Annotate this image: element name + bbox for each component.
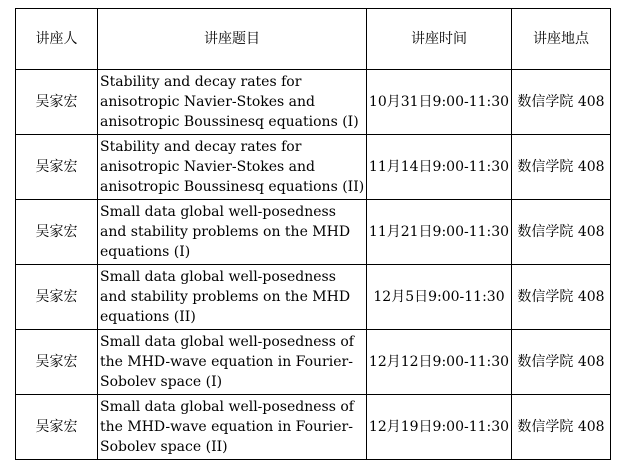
table-row [16, 135, 611, 200]
title-text: Small data global well-posedness and stability problems on the MHD equations (I) [100, 204, 351, 260]
title-text: Small data global well-posedness and stability problems on the MHD equations (II) [100, 269, 351, 325]
time-cell: 11月14日9:00-11:30 [367, 135, 512, 200]
table-row [16, 395, 611, 460]
title-text: Small data global well-posedness of the MHD-wave equation in Fourier-Sobolev space (I) [100, 334, 354, 390]
header-place: 讲座地点 [512, 9, 611, 70]
table-row [16, 265, 611, 330]
title-text: Small data global well-posedness of the MHD-wave equation in Fourier-Sobolev space (II) [100, 399, 354, 455]
time-cell: 10月31日9:00-11:30 [367, 70, 512, 135]
time-cell: 12月5日9:00-11:30 [367, 265, 512, 330]
speaker-cell: 吴家宏 [16, 200, 98, 265]
title-text: Stability and decay rates for anisotropic Navier-Stokes and anisotropic Boussinesq equations (II) [100, 139, 365, 195]
title-cell [98, 70, 367, 135]
speaker-cell: 吴家宏 [16, 70, 98, 135]
speaker-cell: 吴家宏 [16, 265, 98, 330]
header-time: 讲座时间 [367, 9, 512, 70]
title-cell [98, 330, 367, 395]
speaker-cell: 吴家宏 [16, 330, 98, 395]
title-cell [98, 135, 367, 200]
title-cell [98, 200, 367, 265]
table-row [16, 200, 611, 265]
speaker-cell: 吴家宏 [16, 395, 98, 460]
place-cell: 数信学院 408 [512, 395, 611, 460]
table-row [16, 330, 611, 395]
header-row [16, 9, 611, 70]
place-cell: 数信学院 408 [512, 70, 611, 135]
table-row [16, 70, 611, 135]
time-cell: 11月21日9:00-11:30 [367, 200, 512, 265]
header-title: 讲座题目 [98, 9, 367, 70]
time-cell: 12月19日9:00-11:30 [367, 395, 512, 460]
speaker-cell: 吴家宏 [16, 135, 98, 200]
place-cell: 数信学院 408 [512, 265, 611, 330]
title-cell [98, 395, 367, 460]
place-cell: 数信学院 408 [512, 135, 611, 200]
title-cell [98, 265, 367, 330]
title-text: Stability and decay rates for anisotropic Navier-Stokes and anisotropic Boussinesq equations (I) [100, 74, 359, 130]
header-speaker: 讲座人 [16, 9, 98, 70]
place-cell: 数信学院 408 [512, 330, 611, 395]
time-cell: 12月12日9:00-11:30 [367, 330, 512, 395]
lecture-schedule-table [15, 8, 611, 460]
place-cell: 数信学院 408 [512, 200, 611, 265]
